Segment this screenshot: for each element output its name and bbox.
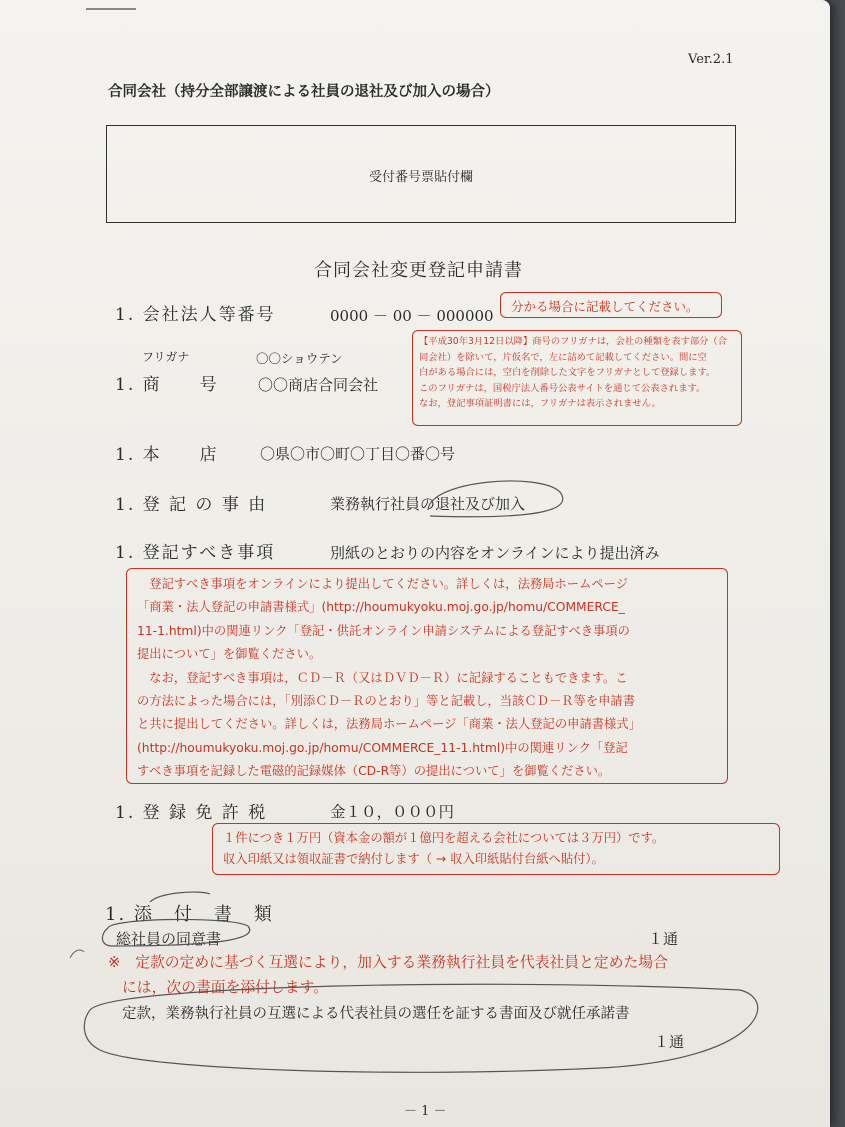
page-number: － 1 － xyxy=(404,1104,447,1119)
page-title: 合同会社変更登記申請書 xyxy=(314,260,523,281)
trade-name-note-line: 【平成30年3月12日以降】商号のフリガナは，会社の種類を表す部分（合 xyxy=(419,336,728,347)
trade-name-note-line: なお，登記事項証明書には，フリガナは表示されません。 xyxy=(419,398,661,409)
attachment-item-consent: 総社員の同意書 xyxy=(116,930,222,948)
tax-note-line: 収入印紙又は領収証書で納付します（ → 収入印紙貼付台紙へ貼付）。 xyxy=(223,852,604,866)
trade-name-label: 1. 商 号 xyxy=(115,375,219,395)
trade-name-note-line: このフリガナは，国税庁法人番号公表サイトを通じて公表されます。 xyxy=(419,382,706,394)
matters-note-line: (http://houmukyoku.moj.go.jp/homu/COMMERCE_11-1.html)中の関連リンク「登記 xyxy=(137,740,628,755)
tax-note-line: １件につき１万円（資本金の額が１億円を超える会社については３万円）です。 xyxy=(223,831,665,845)
attachments-label: 1. 添 付 書 類 xyxy=(105,904,274,925)
matters-value: 別紙のとおりの内容をオンラインにより提出済み xyxy=(330,544,660,562)
trade-name-note-line: 同会社）を除いて，片仮名で，左に詰めて記載してください。間に空 xyxy=(419,351,707,363)
furigana-label: フリガナ xyxy=(142,350,190,364)
matters-label: 1. 登記すべき事項 xyxy=(115,543,276,563)
matters-note-line: 11-1.html)中の関連リンク「登記・供託オンライン申請システムによる登記すべき事項の xyxy=(137,623,630,638)
pencil-stroke xyxy=(150,892,210,902)
matters-note-line: と共に提出してください。詳しくは，法務局ホームページ「商業・法人登記の申請書様式」 xyxy=(137,717,641,732)
pencil-circle-reason xyxy=(428,481,563,517)
tax-label: 1. 登 録 免 許 税 xyxy=(115,803,268,823)
reason-label: 1. 登 記 の 事 由 xyxy=(115,495,268,515)
matters-note-line: の方法によった場合には，「別添ＣＤ－Ｒのとおり」等と記載し，当該ＣＤ－Ｒ等を申請書 xyxy=(137,694,636,709)
attachment-item-consent-count: １通 xyxy=(648,930,679,948)
attachment-item-articles: 定款，業務執行社員の互選による代表社員の選任を証する書面及び就任承諾書 xyxy=(122,1006,630,1022)
tax-value: 金１０，０００円 xyxy=(330,803,455,821)
version-label: Ver.2.1 xyxy=(688,52,734,67)
head-office-value: 〇県〇市〇町〇丁目〇番〇号 xyxy=(260,445,456,463)
attachments-note-line: には，次の書面を添付します。 xyxy=(122,979,328,996)
form-header: 合同会社（持分全部譲渡による社員の退社及び加入の場合） xyxy=(108,83,500,100)
head-office-label: 1. 本 店 xyxy=(115,445,219,465)
matters-note-line: 登記すべき事項をオンラインにより提出してください。詳しくは，法務局ホームページ xyxy=(137,577,629,591)
corp-number-note-text: 分かる場合に記載してください。 xyxy=(511,299,699,314)
matters-note-line: 提出について」を御覧ください。 xyxy=(137,647,322,662)
matters-note-line: なお，登記すべき事項は，ＣＤ－Ｒ（又はＤＶＤ－Ｒ）に記録することもできます。こ xyxy=(137,670,628,685)
pencil-tick xyxy=(70,950,84,958)
matters-note-line: すべき事項を記録した電磁的記録媒体（CD-R等）の提出について」を御覧ください。 xyxy=(137,764,611,779)
top-edge-mark xyxy=(86,8,136,10)
matters-note-line: 「商業・法人登記の申請書様式」(http://houmukyoku.moj.go.jp/homu/COMMERCE_ xyxy=(137,600,625,615)
attachment-item-articles-count: １通 xyxy=(654,1033,685,1051)
reason-value: 業務執行社員の退社及び加入 xyxy=(330,495,526,513)
furigana-value: 〇〇ショウテン xyxy=(256,351,343,366)
corp-number-label: 1. 会社法人等番号 xyxy=(115,305,276,325)
trade-name-value: 〇〇商店合同会社 xyxy=(258,376,379,394)
trade-name-note-line: 白がある場合には，空白を削除した文字をフリガナとして登録します。 xyxy=(419,367,716,378)
corp-number-value: 0000 － 00 － 000000 xyxy=(330,307,494,325)
attachments-note-line: ※ 定款の定めに基づく互選により，加入する業務執行社員を代表社員と定めた場合 xyxy=(108,954,668,971)
pencil-circle-consent xyxy=(102,919,249,946)
pencil-circle-articles xyxy=(84,984,757,1072)
receipt-stamp-label: 受付番号票貼付欄 xyxy=(369,170,474,185)
